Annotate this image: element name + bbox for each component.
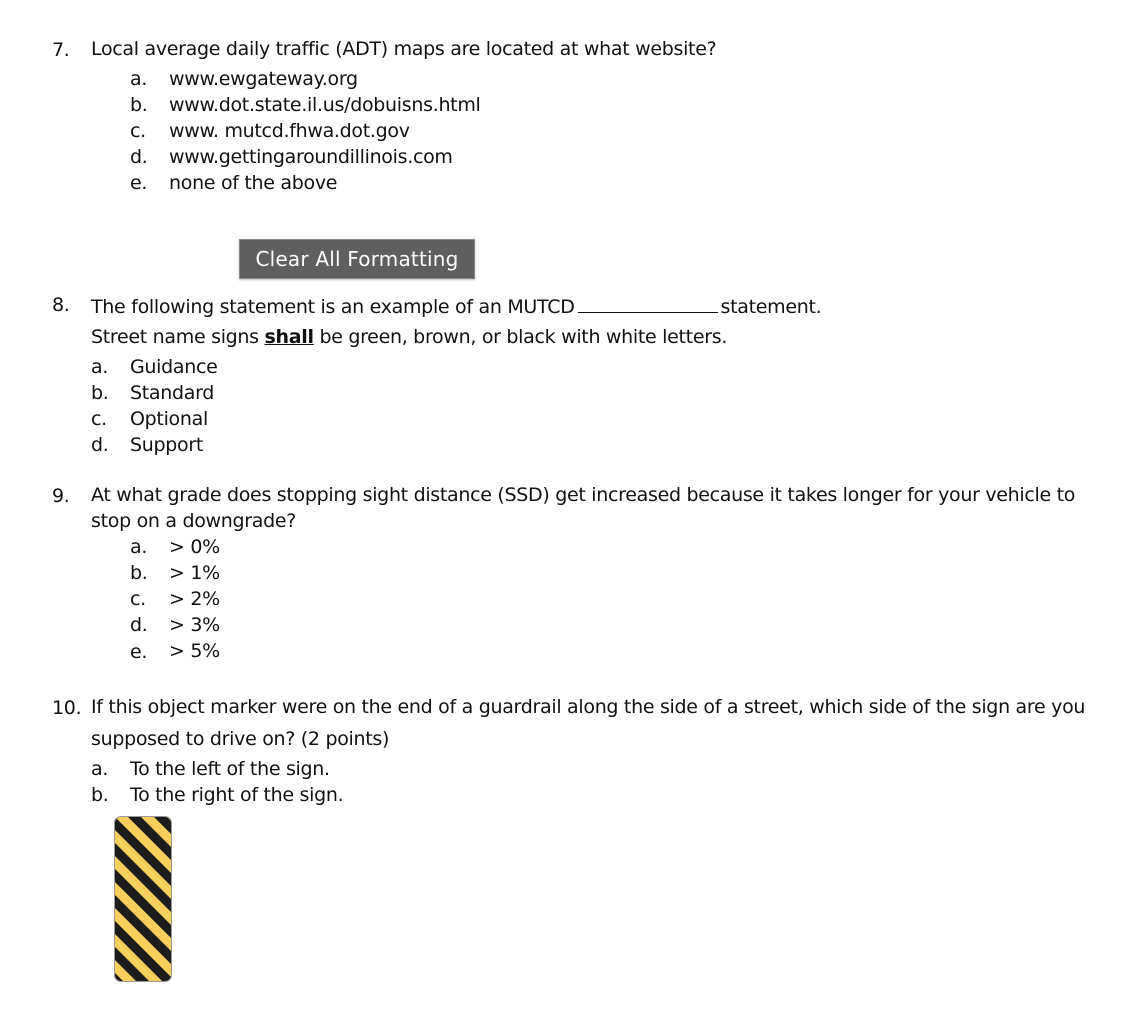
statement-after: be green, brown, or black with white letters.	[313, 326, 728, 348]
q7-option-d-text: www.gettingaroundillinois.com	[169, 146, 453, 168]
q9-option-b-letter: b.	[130, 562, 148, 584]
q9-option-a-text: > 0%	[169, 536, 220, 558]
question-10-text-line2: supposed to drive on? (2 points)	[91, 728, 390, 750]
q7-option-c-letter: c.	[130, 120, 146, 142]
question-7-number: 7.	[52, 39, 70, 61]
q9-option-d-text: > 3%	[169, 614, 220, 636]
q10-option-b-letter: b.	[91, 784, 109, 806]
q7-option-b-text: www.dot.state.il.us/dobuisns.html	[169, 94, 481, 116]
question-8-text-before: The following statement is an example of an MUTCD	[91, 296, 575, 318]
q9-option-a-letter: a.	[130, 536, 148, 558]
question-10-number: 10.	[52, 697, 82, 719]
q7-option-e-text: none of the above	[169, 172, 338, 194]
object-marker-image	[113, 815, 173, 983]
q10-option-a-text: To the left of the sign.	[130, 758, 330, 780]
q7-option-b-letter: b.	[130, 94, 148, 116]
question-8-number: 8.	[52, 294, 70, 316]
q8-option-c-letter: c.	[91, 408, 107, 430]
q9-option-c-text: > 2%	[169, 588, 220, 610]
q7-option-e-letter: e.	[130, 172, 148, 194]
statement-emphasis: shall	[264, 326, 314, 348]
q7-option-a-text: www.ewgateway.org	[169, 68, 358, 90]
q7-option-c-text: www. mutcd.fhwa.dot.gov	[169, 120, 410, 142]
q8-option-d-text: Support	[130, 434, 204, 456]
question-7-text: Local average daily traffic (ADT) maps are located at what website?	[91, 38, 717, 60]
q9-option-d-letter: d.	[130, 614, 148, 636]
object-marker-stripes	[113, 815, 173, 983]
q9-option-e-letter: e.	[130, 641, 148, 663]
answer-blank	[578, 296, 718, 313]
q7-option-d-letter: d.	[130, 146, 148, 168]
q8-option-b-text: Standard	[130, 382, 215, 404]
q8-option-c-text: Optional	[130, 408, 208, 430]
question-9-text-line1: At what grade does stopping sight distance (SSD) get increased because it takes longer for your vehicle to	[91, 484, 1076, 506]
q7-option-a-letter: a.	[130, 68, 148, 90]
q9-option-c-letter: c.	[130, 588, 146, 610]
q9-option-e-text: > 5%	[169, 640, 220, 662]
q8-option-a-text: Guidance	[130, 356, 218, 378]
q8-option-b-letter: b.	[91, 382, 109, 404]
question-9-number: 9.	[52, 485, 70, 507]
statement-before: Street name signs	[91, 326, 265, 348]
q10-option-b-text: To the right of the sign.	[130, 784, 344, 806]
question-8-text	[91, 296, 821, 317]
q9-option-b-text: > 1%	[169, 562, 220, 584]
question-8-text-after: statement.	[720, 296, 822, 318]
question-10-text-line1: If this object marker were on the end of a guardrail along the side of a street, which side of the sign are you	[91, 696, 1086, 718]
clear-all-formatting-button[interactable]: Clear All Formatting	[239, 239, 475, 279]
q8-option-d-letter: d.	[91, 434, 109, 456]
question-9-text-line2: stop on a downgrade?	[91, 510, 297, 532]
q10-option-a-letter: a.	[91, 758, 109, 780]
question-8-statement	[91, 328, 727, 347]
q8-option-a-letter: a.	[91, 356, 109, 378]
